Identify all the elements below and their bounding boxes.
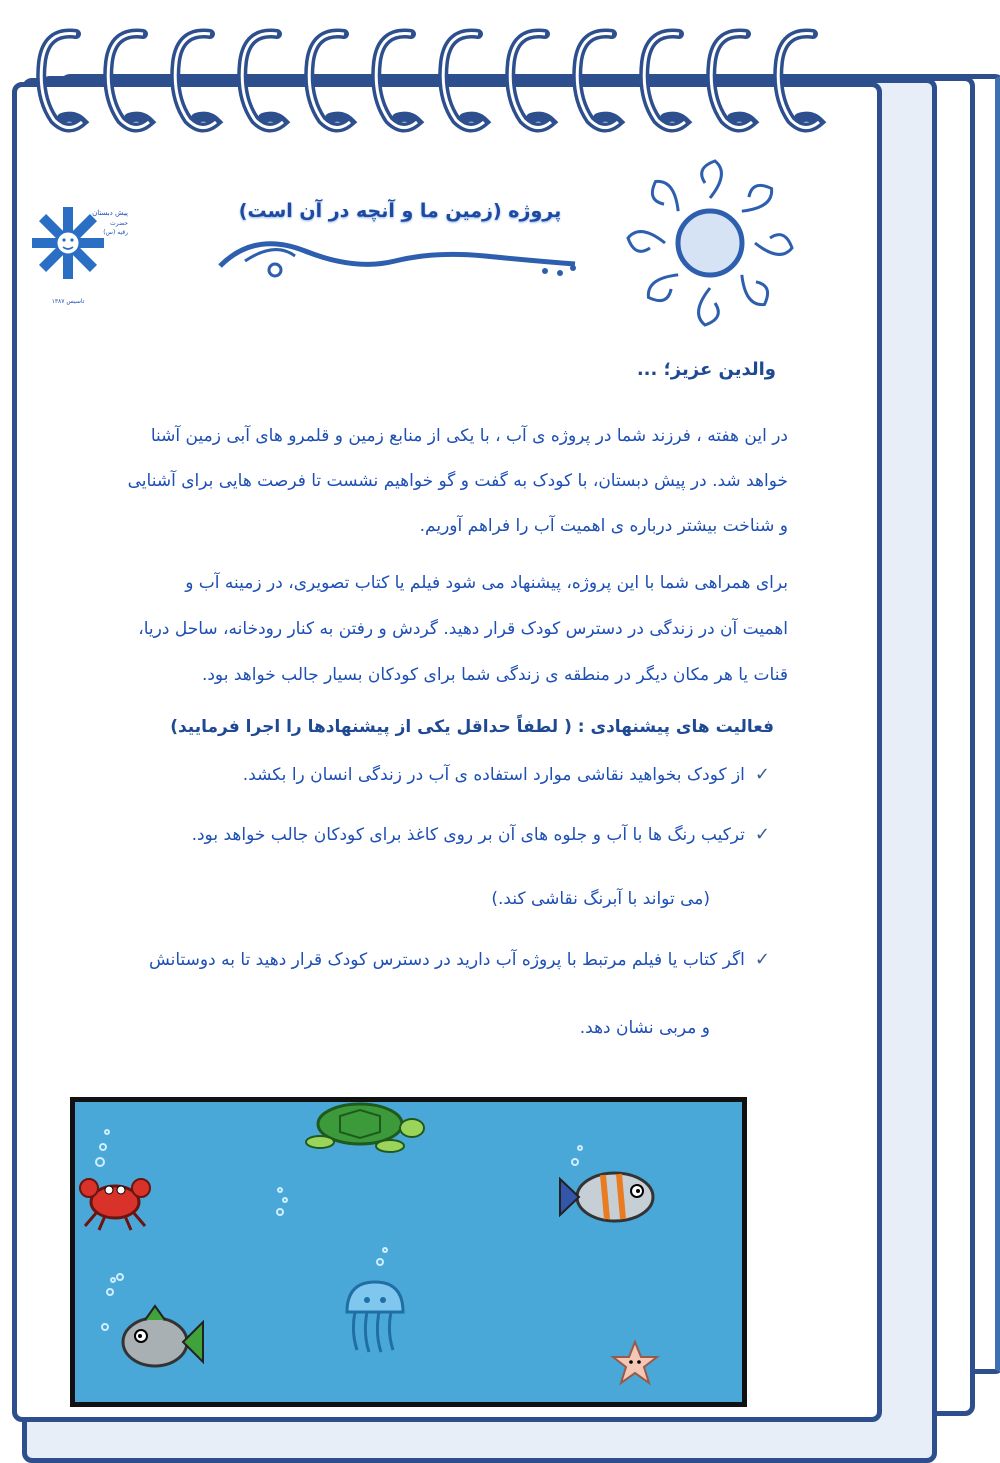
check-icon: ✓ [754, 949, 770, 970]
swirl-ornament [215, 226, 585, 286]
spiral-ring [430, 22, 494, 147]
para2-line-2: اهمیت آن در زندگی در دسترس کودک قرار دهید. گردش و رفتن به کنار رودخانه، ساحل دریا، [138, 619, 788, 639]
logo-line-4: تاسیس ۱۳۸۷ [51, 298, 85, 305]
para1-line-1: در این هفته ، فرزند شما در پروژه ی آب ، با یکی از منابع زمین و قلمرو های آبی زمین آشنا [150, 426, 788, 446]
school-logo [28, 195, 140, 310]
spiral-ring [363, 22, 427, 147]
title-banner [215, 190, 585, 290]
spiral-ring [95, 22, 159, 147]
para1-line-3: و شناخت بیشتر درباره ی اهمیت آب را فراهم آوریم. [419, 516, 788, 536]
logo-line-1: پیش دبستان [92, 209, 128, 217]
para2-line-3: قنات یا هر مکان دیگر در منطقه ی زندگی شما برای کودکان بسیار جالب خواهد بود. [201, 665, 788, 685]
spiral-ring [497, 22, 561, 147]
starfish-icon [613, 1342, 657, 1383]
page-title: پروژه (زمین ما و آنچه در آن است) [238, 200, 562, 222]
logo-line-2: حضرت [110, 220, 128, 227]
greeting: والدین عزیز؛ ... [636, 359, 776, 380]
activity-text: از کودک بخواهید نقاشی موارد استفاده ی آب در زندگی انسان را بکشد. [242, 765, 745, 785]
sun-ornament [625, 158, 795, 328]
spiral-ring [765, 22, 829, 147]
spiral-ring [162, 22, 226, 147]
grey-fish-icon [123, 1306, 203, 1366]
spiral-ring [564, 22, 628, 147]
paragraph-2 [40, 570, 788, 688]
check-icon: ✓ [754, 764, 770, 785]
activity-item-2 [30, 822, 770, 848]
activity-note-3: و مربی نشان دهد. [579, 1018, 710, 1038]
crab-icon [80, 1179, 150, 1230]
activity-item-3 [30, 947, 770, 973]
logo-line-3: رقیه (س) [103, 229, 128, 236]
activity-text: اگر کتاب یا فیلم مرتبط با پروژه آب دارید در دسترس کودک قرار دهید تا به دوستانش [148, 950, 745, 970]
check-icon: ✓ [754, 824, 770, 845]
paragraph-1 [40, 422, 788, 541]
turtle-icon [306, 1104, 424, 1152]
spiral-ring [229, 22, 293, 147]
para2-line-1: برای همراهی شما با این پروژه، پیشنهاد می شود فیلم یا کتاب تصویری، در زمینه آب و [185, 573, 788, 593]
activities-heading: فعالیت های پیشنهادی : ( لطفاً حداقل یکی از پیشنهادها را اجرا فرمایید) [170, 717, 774, 737]
spiral-ring [698, 22, 762, 147]
jellyfish-icon [347, 1282, 403, 1352]
para1-line-2: خواهد شد. در پیش دبستان، با کودک به گفت و گو خواهیم نشست تا فرصت هایی برای آشنایی [127, 471, 788, 491]
spiral-ring [296, 22, 360, 147]
fish-icon [560, 1173, 653, 1221]
sea-illustration [70, 1097, 747, 1407]
activity-item-1 [120, 762, 770, 788]
activity-note-2: (می تواند با آبرنگ نقاشی کند.) [491, 889, 710, 909]
activity-text: ترکیب رنگ ها با آب و جلوه های آن بر روی کاغذ برای کودکان جالب خواهد بود. [191, 825, 745, 845]
spiral-ring [631, 22, 695, 147]
spiral-ring [28, 22, 92, 147]
